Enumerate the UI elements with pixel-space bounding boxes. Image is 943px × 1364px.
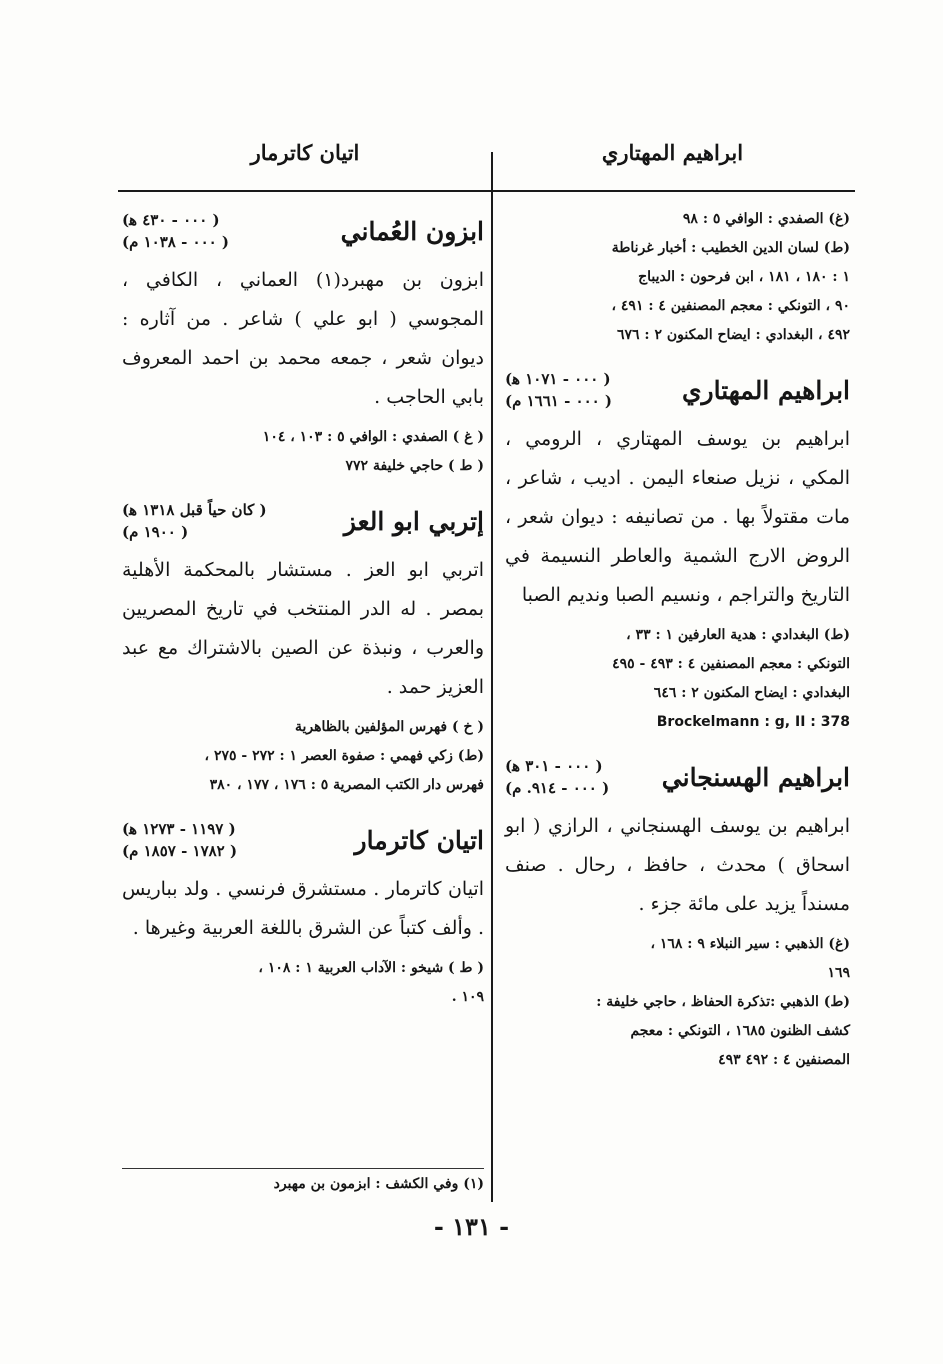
entry-dates — [505, 368, 612, 412]
reference-line: ٩٠ ، التونكي : معجم المصنفين ٤ : ٤٩١ ، — [611, 298, 850, 314]
entry-name: ابزون العُماني — [340, 216, 484, 246]
entry-name: إتربي ابو العز — [343, 506, 484, 536]
reference-line: (ط) زكي فهمي : صفوة العصر ١ : ٢٧٢ - ٢٧٥ ، — [204, 748, 484, 764]
entry-name: ابراهيم المهتاري — [681, 375, 850, 405]
gregorian-date: ( ٠٠٠ - ٩١٤. م) — [505, 779, 610, 797]
reference-line-latin: Brockelmann : g, II : 378 — [656, 714, 850, 730]
reference-line: كشف الظنون ١٦٨٥ ، التونكي : معجم — [630, 1023, 850, 1039]
entry-etienne-quatremere — [122, 818, 484, 1012]
entry-dates — [122, 818, 237, 862]
entry-ibrahim-almuhtari — [505, 368, 850, 737]
reference-line: البغدادي : ايضاح المكنون ٢ : ٦٤٦ — [653, 685, 850, 701]
reference-line: ( غ ) الصفدي : الوافي ٥ : ١٠٣ ، ١٠٤ — [262, 429, 484, 445]
reference-line: ١ : ١٨٠ ، ١٨١ ، ابن فرحون : الديباج — [638, 269, 850, 285]
reference-line: ( ط ) شيخو : الآداب العربية ١ : ١٠٨ ، — [258, 960, 484, 976]
hijri-date: ( كان حياً قبل ١٣١٨ ﻫ) — [122, 501, 267, 519]
left-column — [122, 205, 484, 1030]
reference-line: ( خ ) فهرس المؤلفين بالظاهرية — [294, 719, 484, 735]
entry-references — [122, 713, 484, 800]
entry-name: اتيان كاترمار — [354, 825, 484, 855]
entry-heading — [122, 209, 484, 253]
entry-text: ابزون بن مهبرد(١) العماني ، الكافي ، المجوسي ( ابو علي ) شاعر . من آثاره : ديوان شعر ، جمعه محمد بن احمد المعروف بابي الحاجب . — [122, 269, 484, 408]
entry-references — [505, 930, 850, 1075]
entry-abzun-alumani — [122, 209, 484, 481]
reference-line: (ط) لسان الدين الخطيب : أخبار غرناطة — [611, 240, 850, 256]
entry-heading — [505, 755, 850, 799]
page-number: - ١٣١ - — [433, 1212, 510, 1241]
reference-line: ١٦٩ — [827, 965, 850, 981]
reference-line: ( ط ) حاجي خليفة ٧٧٢ — [345, 458, 484, 474]
entry-text: ابراهيم بن يوسف الهسنجاني ، الرازي ( ابو اسحاق ) محدث ، حافظ ، رحال . صنف مسنداً يزيد على مائة جزء . — [505, 815, 850, 915]
entry-dates — [122, 209, 229, 253]
reference-line: (ط) البغدادي : هدية العارفين ١ : ٣٣ ، — [626, 627, 850, 643]
gregorian-date: ( ١٩٠٠ م) — [122, 523, 189, 541]
entry-references — [505, 621, 850, 737]
running-header-left: اتيان كاترمار — [250, 140, 360, 165]
footnote: (١) وفي الكشف : ابزمون بن مهبرد — [273, 1176, 484, 1192]
footnote-rule — [122, 1168, 484, 1169]
hijri-date: ( ٠٠٠ - ٣٠١ ﻫ) — [505, 757, 603, 775]
entry-text: اتيان كاترمار . مستشرق فرنسي . ولد بباريس . وألف كتباً عن الشرق باللغة العربية وغيرها . — [122, 878, 484, 939]
continued-references — [505, 205, 850, 350]
hijri-date: ( ٠٠٠ - ١٠٧١ ﻫ) — [505, 370, 611, 388]
reference-line: (غ) الذهبي : سير النبلاء ٩ : ١٦٨ ، — [650, 936, 850, 952]
header-rule — [118, 190, 855, 192]
reference-line: ١٠٩ . — [451, 989, 484, 1005]
entry-name: ابراهيم الهسنجاني — [661, 762, 850, 792]
entry-ibrahim-alhasanjani — [505, 755, 850, 1075]
hijri-date: ( ٠٠٠ - ٤٣٠ ﻫ) — [122, 211, 220, 229]
entry-heading — [122, 499, 484, 543]
entry-heading — [505, 368, 850, 412]
entry-itribi-abu-alizz — [122, 499, 484, 800]
right-column — [505, 205, 850, 1093]
running-header-right: ابراهيم المهتاري — [601, 140, 744, 165]
reference-line: فهرس دار الكتب المصرية ٥ : ١٧٦ ، ١٧٧ ، ٣٨٠ — [209, 777, 484, 793]
entry-references — [122, 423, 484, 481]
reference-line: التونكي : معجم المصنفين ٤ : ٤٩٣ - ٤٩٥ — [612, 656, 850, 672]
entry-text: اتربي ابو العز . مستشار بالمحكمة الأهلية بمصر . له الدر المنتخب في تاريخ المصريين والعرب ، ونبذة عن الصين بالاشتراك مع عبد العزيز حمد . — [122, 559, 484, 698]
reference-line: ٤٩٢ ، البغدادي : ايضاح المكنون ٢ : ٦٧٦ — [616, 327, 850, 343]
column-divider — [491, 152, 493, 1202]
reference-line: (غ) الصفدي : الوافي ٥ : ٩٨ — [682, 211, 850, 227]
entry-references — [122, 954, 484, 1012]
gregorian-date: ( ١٧٨٢ - ١٨٥٧ م) — [122, 842, 238, 860]
reference-line: (ط) الذهبي :تذكرة الحفاظ ، حاجي خليفة : — [596, 994, 850, 1010]
entry-heading — [122, 818, 484, 862]
entry-dates — [505, 755, 609, 799]
entry-text: ابراهيم بن يوسف المهتاري ، الرومي ، المكي ، نزيل صنعاء اليمن . اديب ، شاعر ، مات مقتولاً بها . من تصانيفه : ديوان شعر ، الروض الارج الشمية والعاطر النسيمة في التاريخ والتراجم ، ونسيم الصبا ونديم الصبا — [505, 428, 850, 606]
reference-line: المصنفين ٤ : ٤٩٢ ٤٩٣ — [718, 1052, 850, 1068]
hijri-date: ( ١١٩٧ - ١٢٧٣ ﻫ) — [122, 820, 236, 838]
entry-dates — [122, 499, 267, 543]
gregorian-date: ( ٠٠٠ - ١٦٦١ م) — [505, 392, 613, 410]
gregorian-date: ( ٠٠٠ - ١٠٣٨ م) — [122, 233, 230, 251]
